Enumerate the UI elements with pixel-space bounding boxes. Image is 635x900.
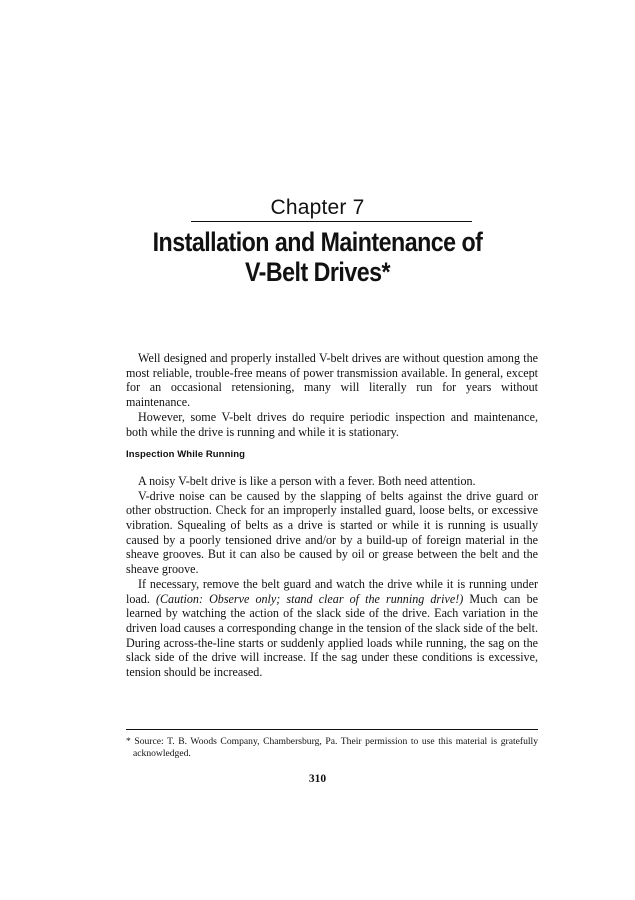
chapter-rule [191, 221, 472, 222]
chapter-title-line-1: Installation and Maintenance of [152, 227, 483, 257]
section-paragraph-3 [126, 577, 538, 680]
body-text [126, 351, 538, 680]
footnote-rule [126, 729, 538, 730]
caution-note: (Caution: Observe only; stand clear of the running drive!) [155, 591, 464, 606]
chapter-label: Chapter 7 [270, 196, 365, 219]
section-paragraph-2: V-drive noise can be caused by the slapping of belts against the drive guard or other obstruction. Check for an improperly installed guard, loose belts, or excessive vibration. Squealing of belts as a drive is started or while it is running is usually caused by a poorly tensioned drive and/or by a build-up of foreign material in the sheave grooves. But it can also be caused by oil or grease between the belt and the sheave groove. [126, 488, 538, 577]
page-number: 310 [308, 773, 327, 785]
section-paragraph-1: A noisy V-belt drive is like a person with a fever. Both need attention. [138, 473, 476, 488]
paragraph-3-end: Much can be learned by watching the action of the slack side of the drive. Each variation in the driven load causes a corresponding change in the tension of the slack side of the belt. During across-the-line starts or suddenly applied loads while running, the sag on the slack side of the drive will increase. If the sag under these conditions is excessive, tension should be increased. [126, 591, 538, 680]
chapter-title-line-2: V-Belt Drives* [244, 257, 391, 287]
section-heading: Inspection While Running [126, 449, 246, 461]
footnote: * Source: T. B. Woods Company, Chambersburg, Pa. Their permission to use this material is gratefully acknowledged. [126, 736, 538, 759]
intro-paragraph-1: Well designed and properly installed V-belt drives are without question among the most reliable, trouble-free means of power transmission available. In general, except for an occasional retensioning, many will literally run for years without maintenance. [126, 351, 538, 410]
paragraph-3-start: If necessary, remove the belt guard and watch the drive while it is running under load. [126, 576, 538, 606]
chapter-title [44, 227, 590, 287]
intro-paragraph-2: However, some V-belt drives do require periodic inspection and maintenance, both while the drive is running and while it is stationary. [126, 409, 538, 439]
